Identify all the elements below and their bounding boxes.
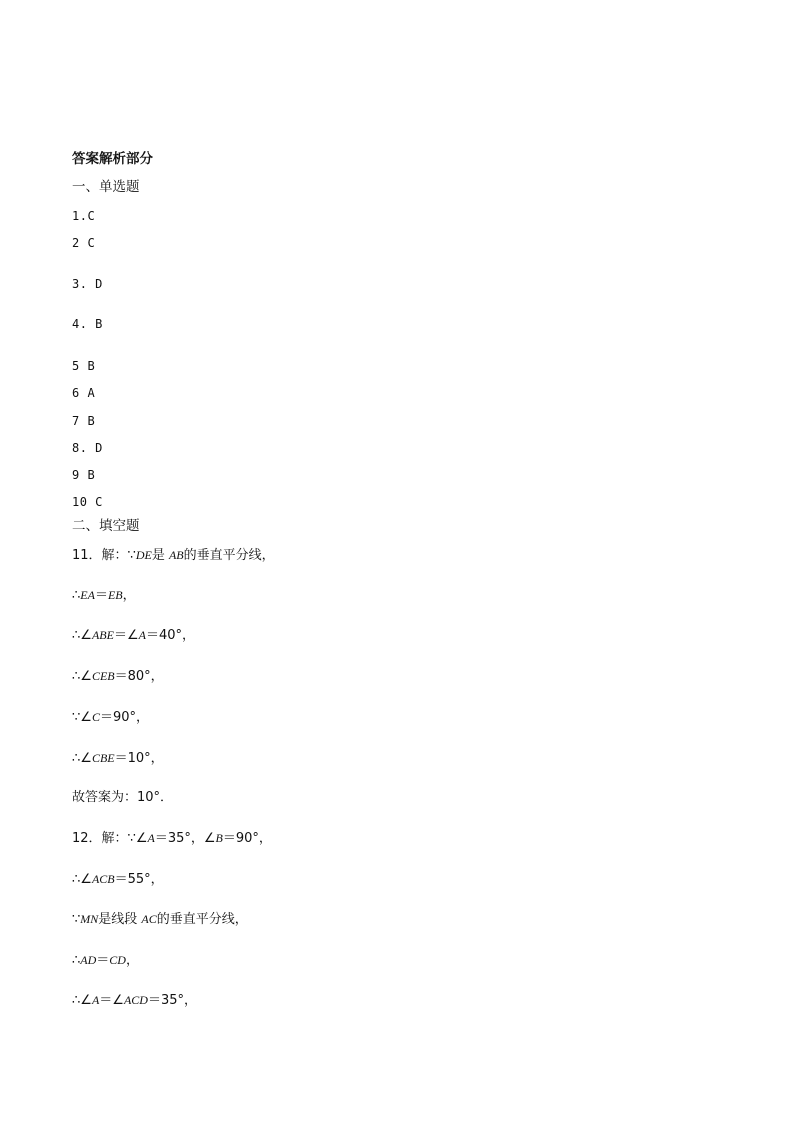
text-run: 11．解：∵ [72,548,136,563]
math-var: EA [80,588,95,602]
text-run: ＝ [94,588,108,603]
math-var: EB [107,588,123,602]
math-var: C [91,710,100,724]
q11-line-2 [72,587,136,604]
q12-line-4 [72,952,139,969]
text-run: ∴ [72,588,81,603]
text-run: 的垂直平分线， [183,548,275,563]
text-run: 的垂直平分线， [156,912,248,927]
text-run: ∴∠ [72,872,92,887]
text-run: ∴∠ [72,993,92,1008]
q12-line-5 [72,992,197,1009]
text-run: 是 [151,548,169,563]
q12-line-3 [72,911,248,928]
q11-line-6 [72,750,164,767]
q11-line-1 [72,547,275,564]
math-var: ABE [91,628,114,642]
text-run: ∴∠ [72,751,92,766]
math-var: MN [80,912,99,926]
math-var: A [138,628,146,642]
text-run: ∴∠ [72,628,92,643]
math-var: DE [135,548,152,562]
math-var: AB [168,548,184,562]
math-var: A [147,831,155,845]
math-var: A [91,993,100,1007]
math-var: CD [109,953,126,967]
math-var: B [215,831,223,845]
text-run: ＝90°， [99,710,149,725]
math-var: ACB [91,872,115,886]
answer-item: 10 C [72,495,103,509]
q11-line-5 [72,709,149,726]
text-run: ＝80°， [114,669,164,684]
text-run: ∵∠ [72,710,92,725]
math-var: CBE [91,751,115,765]
text-run: ＝40°， [145,628,195,643]
q12-line-2 [72,871,164,888]
math-var: ACD [123,993,148,1007]
math-var: CEB [91,669,115,683]
answer-item: 3. D [72,277,103,291]
math-var: AD [80,953,97,967]
text-run: ， [122,588,136,603]
text-run: 12．解：∵∠ [72,831,148,846]
answer-item: 2 C [72,236,96,250]
section-heading-single-choice: 一、单选题 [72,179,140,195]
answer-item: 7 B [72,414,96,428]
answer-item: 9 B [72,468,96,482]
answer-item: 4. B [72,317,103,331]
q11-line-4 [72,668,164,685]
section-heading-fill-in: 二、填空题 [72,518,140,534]
answer-item: 8. D [72,441,103,455]
text-run: ＝55°， [114,872,164,887]
text-run: ， [125,953,139,968]
page-title: 答案解析部分 [72,151,153,167]
answer-item: 6 A [72,386,96,400]
text-run: ∵ [72,912,81,927]
text-run: ＝ [96,953,110,968]
text-run: ∴∠ [72,669,92,684]
text-run: ＝∠ [99,993,124,1008]
q11-line-3 [72,627,195,644]
text-run: ＝90°， [222,831,272,846]
answer-item: 5 B [72,359,96,373]
text-run: ＝35°， [147,993,197,1008]
text-run: ＝10°， [114,751,164,766]
text-run: ∴ [72,953,81,968]
answer-item: 1.C [72,209,96,223]
text-run: ＝∠ [113,628,139,643]
text-run: ＝35°，∠ [154,831,216,846]
math-var: AC [141,912,157,926]
q11-conclusion: 故答案为：10°． [72,790,174,805]
text-run: 是线段 [98,912,142,927]
q12-line-1 [72,830,272,847]
